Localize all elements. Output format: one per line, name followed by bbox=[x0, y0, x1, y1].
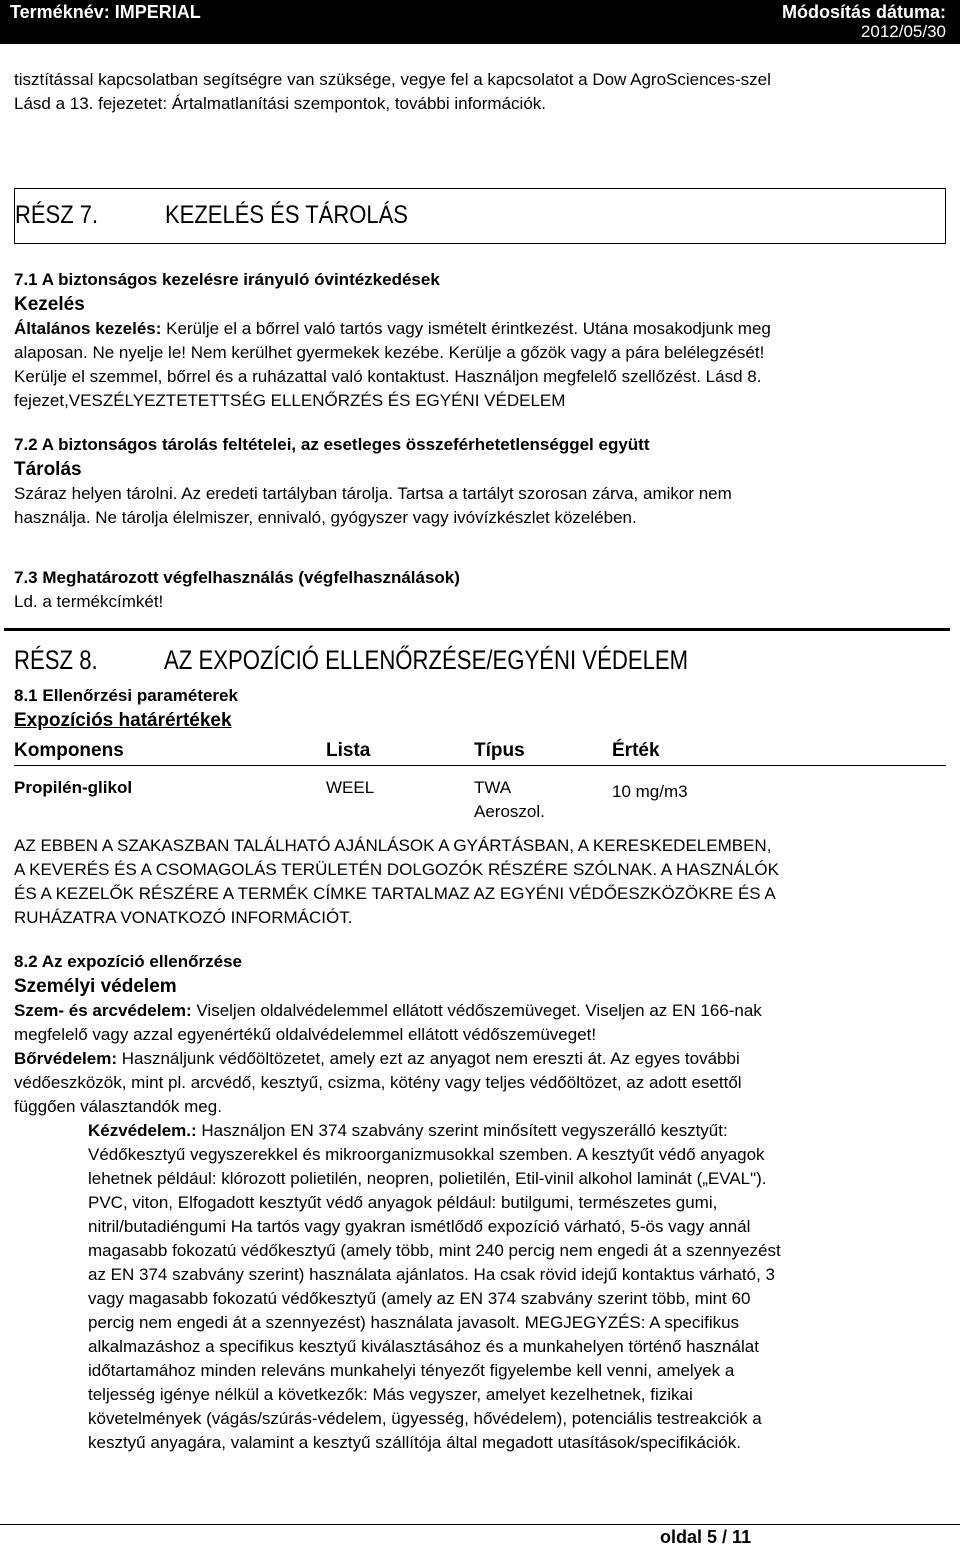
paragraph-line: vagy magasabb fokozatú védőkesztyű (amely az EN 374 szabvány szerint több, mint 60 bbox=[88, 1289, 751, 1308]
section-7-heading bbox=[14, 188, 946, 244]
section-number: RÉSZ 7. bbox=[15, 201, 99, 229]
paragraph-line: Kerülje el szemmel, bőrrel és a ruházattal való kontaktust. Használjon megfelelő szellőzést. Lásd 8. bbox=[14, 367, 762, 386]
exposure-table-header bbox=[14, 735, 946, 766]
document-header bbox=[0, 0, 960, 44]
subsection-title: 7.1 A biztonságos kezelésre irányuló óvintézkedések bbox=[14, 270, 440, 289]
paragraph-line: PVC, viton, Elfogadott kesztyűt védő anyagok például: butilgumi, természetes gumi, bbox=[88, 1193, 718, 1212]
notice-line: RUHÁZATRA VONATKOZÓ INFORMÁCIÓT. bbox=[14, 908, 353, 927]
subsection-subtitle: Expozíciós határértékek bbox=[14, 710, 232, 731]
paragraph-line: Szem- és arcvédelem: Viseljen oldalvédelemmel ellátott védőszemüveget. Viseljen az EN 166-nak bbox=[14, 1001, 762, 1020]
column-header: Komponens bbox=[14, 740, 124, 761]
paragraph-line: függően választandók meg. bbox=[14, 1097, 222, 1116]
paragraph-line: nitril/butadiéngumi Ha tartós vagy gyakran ismétlődő expozíció várható, 5-ös vagy annál bbox=[88, 1217, 751, 1236]
subsection-title: 7.3 Meghatározott végfelhasználás (végfelhasználások) bbox=[14, 568, 460, 587]
page-footer bbox=[660, 1527, 751, 1548]
paragraph-line: Ld. a termékcímkét! bbox=[14, 592, 164, 611]
subsection-title: 8.2 Az expozíció ellenőrzése bbox=[14, 952, 243, 971]
paragraph-line: teljesség igénye nélkül a következők: Más vegyszer, amelyet kezelhetnek, fizikai bbox=[88, 1385, 693, 1404]
cell-value: 10 mg/m3 bbox=[612, 782, 688, 801]
revision-date: 2012/05/30 bbox=[860, 22, 946, 41]
paragraph-line: lehetnek például: klórozott polietilén, neopren, polietilén, Etil-vinil alkohol laminát („EVAL"). bbox=[88, 1169, 767, 1188]
paragraph-line: fejezet,VESZÉLYEZTETETTSÉG ELLENŐRZÉS ÉS EGYÉNI VÉDELEM bbox=[14, 391, 566, 410]
revision-label: Módosítás dátuma: bbox=[781, 2, 946, 22]
paragraph-line: védőeszközök, mint pl. arcvédő, kesztyű, csizma, kötény vagy teljes védőöltözet, az adott esettől bbox=[14, 1073, 742, 1092]
paragraph-line: az EN 374 szabvány szerint) használata ajánlatos. Ha csak rövid idejű kontaktus várható, 3 bbox=[88, 1265, 775, 1284]
paragraph-line: Bőrvédelem: Használjunk védőöltözetet, amely ezt az anyagot nem ereszti át. Az egyes további bbox=[14, 1049, 740, 1068]
cell-list: WEEL bbox=[326, 778, 375, 797]
column-header: Típus bbox=[474, 740, 525, 761]
paragraph-line: magasabb fokozatú védőkesztyű (amely több, mint 240 percig nem engedi át a szennyezést bbox=[88, 1241, 781, 1260]
paragraph-line: Védőkesztyű vegyszerekkel és mikroorganizmusokkal szemben. A kesztyűt védő anyagok bbox=[88, 1145, 765, 1164]
paragraph-line: Kézvédelem.: Használjon EN 374 szabvány szerint minősített vegyszerálló kesztyűt: bbox=[88, 1121, 728, 1140]
section-number: RÉSZ 8. bbox=[14, 645, 98, 675]
paragraph-line: megfelelő vagy azzal egyenértékű oldalvédelemmel ellátott védőszemüveget! bbox=[14, 1025, 597, 1044]
subsection-subtitle: Tárolás bbox=[14, 459, 82, 480]
notice-line: A KEVERÉS ÉS A CSOMAGOLÁS TERÜLETÉN DOLGOZÓK RÉSZÉRE SZÓLNAK. A HASZNÁLÓK bbox=[14, 860, 779, 879]
paragraph-line: alaposan. Ne nyelje le! Nem kerülhet gyermekek kezébe. Kerülje a gőzök vagy a pára belélegzését! bbox=[14, 343, 765, 362]
page-label: oldal bbox=[660, 1527, 703, 1547]
subsection-subtitle: Személyi védelem bbox=[14, 976, 177, 997]
table-row bbox=[14, 776, 946, 828]
subsection-subtitle: Kezelés bbox=[14, 294, 85, 315]
footer-divider bbox=[0, 1524, 960, 1525]
section-8-heading bbox=[4, 628, 950, 680]
intro-line: tisztítással kapcsolatban segítségre van szüksége, vegye fel a kapcsolatot a Dow AgroSciences-szel bbox=[14, 70, 771, 89]
section-title: KEZELÉS ÉS TÁROLÁS bbox=[165, 201, 408, 229]
paragraph-line: Száraz helyen tárolni. Az eredeti tartályban tárolja. Tartsa a tartályt szorosan zárva, amikor nem bbox=[14, 484, 732, 503]
paragraph-line: Általános kezelés: Kerülje el a bőrrel való tartós vagy ismételt érintkezést. Utána mosakodjunk meg bbox=[14, 319, 771, 338]
paragraph-line: alkalmazáshoz a specifikus kesztyű kiválasztásához és a munkahelyen történő használat bbox=[88, 1337, 759, 1356]
cell-component: Propilén-glikol bbox=[14, 778, 133, 797]
column-header: Lista bbox=[326, 740, 371, 761]
subsection-title: 8.1 Ellenőrzési paraméterek bbox=[14, 686, 238, 705]
cell-type: TWA bbox=[474, 778, 512, 797]
column-header: Érték bbox=[612, 740, 660, 761]
product-name: Terméknév: IMPERIAL bbox=[10, 2, 201, 22]
subsection-title: 7.2 A biztonságos tárolás feltételei, az esetleges összeférhetetlenséggel együtt bbox=[14, 435, 650, 454]
paragraph-line: használja. Ne tárolja élelmiszer, ennivaló, gyógyszer vagy ivóvízkészlet közelében. bbox=[14, 508, 637, 527]
intro-line: Lásd a 13. fejezetet: Ártalmatlanítási szempontok, további információk. bbox=[14, 94, 546, 113]
notice-line: ÉS A KEZELŐK RÉSZÉRE A TERMÉK CÍMKE TARTALMAZ AZ EGYÉNI VÉDŐESZKÖZÖKRE ÉS A bbox=[14, 884, 776, 903]
paragraph-line: percig nem engedi át a szennyezést) használata javasolt. MEGJEGYZÉS: A specifikus bbox=[88, 1313, 740, 1332]
page-number: 5 / 11 bbox=[707, 1527, 752, 1547]
paragraph-line: követelmények (vágás/szúrás-védelem, ügyesség, hővédelem), potenciális testreakciók a bbox=[88, 1409, 762, 1428]
paragraph-line: kesztyű anyagára, valamint a kesztyű szállítója által megadott utasítások/specifikációk. bbox=[88, 1433, 741, 1452]
section-title: AZ EXPOZÍCIÓ ELLENŐRZÉSE/EGYÉNI VÉDELEM bbox=[164, 645, 689, 675]
notice-line: AZ EBBEN A SZAKASZBAN TALÁLHATÓ AJÁNLÁSOK A GYÁRTÁSBAN, A KERESKEDELEMBEN, bbox=[14, 836, 772, 855]
cell-type: Aeroszol. bbox=[474, 802, 545, 821]
page-body bbox=[14, 68, 946, 1455]
paragraph-line: időtartamához minden releváns munkahelyi tényezőt figyelembe kell venni, amelyek a bbox=[88, 1361, 735, 1380]
